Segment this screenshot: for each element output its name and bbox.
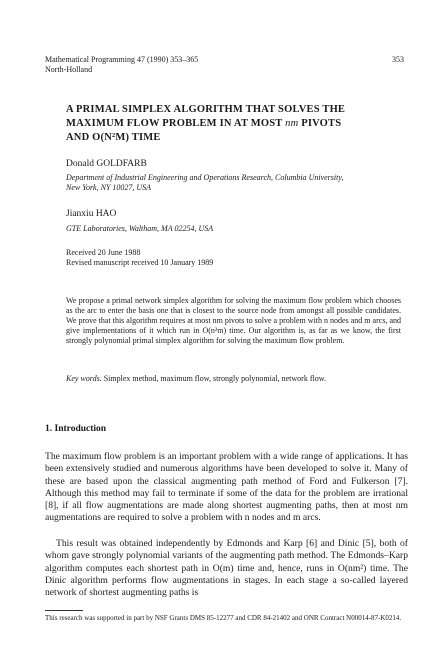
received-dates (66, 248, 213, 268)
keywords-text: Simplex method, maximum flow, strongly polynomial, network flow. (103, 374, 326, 383)
title-line-2-text: MAXIMUM FLOW PROBLEM IN AT MOST (66, 118, 283, 129)
author-1-affiliation (66, 173, 401, 193)
received-date: Received 20 June 1988 (66, 248, 141, 257)
author-2-name: Jianxiu HAO (66, 209, 117, 219)
publisher-name: North-Holland (45, 65, 93, 74)
paper-title (66, 103, 411, 145)
title-line-2 (66, 117, 411, 131)
revised-date: Revised manuscript received 10 January 1989 (66, 258, 214, 267)
journal-name: Mathematical Programming 47 (1990) 353–365 (45, 55, 199, 64)
keywords-label: Key words. (66, 374, 102, 383)
title-line-1: A PRIMAL SIMPLEX ALGORITHM THAT SOLVES THE (66, 104, 346, 115)
title-math-nm: nm (285, 118, 299, 129)
section-number: 1. (45, 424, 53, 434)
title-line-3: AND O(N²M) TIME (66, 132, 161, 143)
footnote-divider (45, 610, 83, 611)
intro-paragraph-1: The maximum flow problem is an important problem with a wide range of applications. It has been extensively studied and numerous algorithms have been developed to solve it. Many of these are based upon the classical augmenting path method of Ford and Fulkerson [7]. Although this method may fail to terminate if some of the data for the problem are irrational [8], if all flow augmentations are made along shortest augmenting paths, then at most nm augmentations are required to solve a problem with n nodes and m arcs. (45, 451, 408, 524)
abstract: We propose a primal network simplex algorithm for solving the maximum flow problem which chooses as the arc to enter the basis one that is closest to the source node from amongst all possible candidates. We prove that this algorithm requires at most nm pivots to solve a problem with n nodes and m arcs, and give implementations of it which run in O(n²m) time. Our algorithm is, as far as we know, the first strongly polynomial primal simplex algorithm for solving the maximum flow problem. (66, 296, 401, 345)
keywords (66, 374, 401, 384)
journal-citation (45, 55, 198, 75)
title-line-2-end: PIVOTS (301, 118, 342, 129)
page-number: 353 (392, 55, 404, 64)
intro-paragraph-2: This result was obtained independently by Edmonds and Karp [6] and Dinic [5], both of whom gave strongly polynomial variants of the augmenting path method. The Edmonds–Karp algorithm computes each shortest path in O(m) time and, hence, runs in O(nm²) time. The Dinic algorithm performs flow augmentations in stages. In each stage a so-called layered network of shortest augmenting paths is (45, 538, 408, 599)
author-1-affiliation-line-1: Department of Industrial Engineering and Operations Research, Columbia University, (66, 173, 344, 182)
author-2-affiliation: GTE Laboratories, Waltham, MA 02254, USA (66, 224, 214, 233)
section-heading (45, 424, 106, 434)
footnote: This research was supported in part by NSF Grants DMS 85-12277 and CDR 84-21402 and ONR Contract N00014-87-K0214. (45, 614, 402, 622)
author-1-name: Donald GOLDFARB (66, 159, 147, 169)
section-title: Introduction (54, 424, 107, 434)
author-1-affiliation-line-2: New York, NY 10027, USA (66, 183, 152, 192)
